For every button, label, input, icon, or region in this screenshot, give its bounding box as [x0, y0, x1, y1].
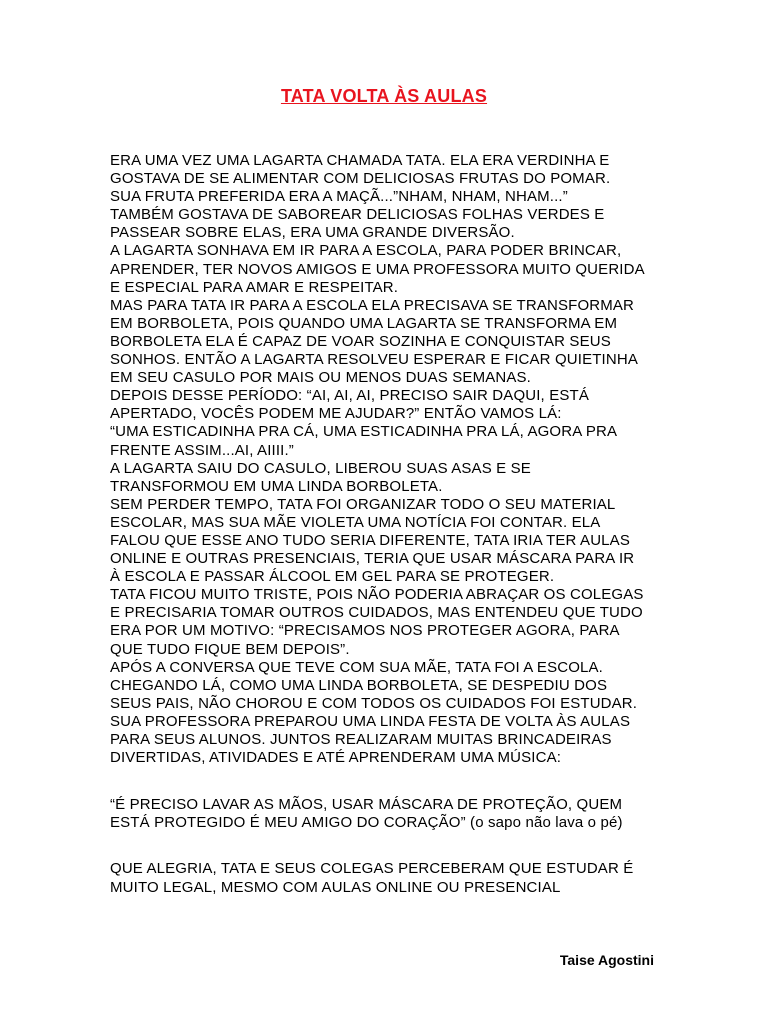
paragraph-8: TATA FICOU MUITO TRISTE, POIS NÃO PODERIA ABRAÇAR OS COLEGAS E PRECISARIA TOMAR OUTROS CUIDADOS, MAS ENTENDEU QUE TUDO ERA POR UM MOTIVO: “PRECISAMOS NOS PROTEGER AGORA, PARA QUE TUDO FIQUE BEM DEPOIS”. — [110, 586, 644, 658]
song-lyrics: “É PRECISO LAVAR AS MÃOS, USAR MÁSCARA DE PROTEÇÃO, QUEM ESTÁ PROTEGIDO É MEU AMIGO DO CORAÇÃO” (o sapo não lava o pé) — [110, 796, 623, 832]
paragraph-7: SEM PERDER TEMPO, TATA FOI ORGANIZAR TODO O SEU MATERIAL ESCOLAR, MAS SUA MÃE VIOLETA UMA NOTÍCIA FOI CONTAR. ELA FALOU QUE ESSE ANO TUDO SERIA DIFERENTE, TATA IRIA TER AULAS ONLINE E OUTRAS PRESENCIAIS, TERIA QUE USAR MÁSCARA PARA IR À ESCOLA E PASSAR ÁLCOOL EM GEL PARA SE PROTEGER. — [110, 495, 635, 586]
paragraph-2: A LAGARTA SONHAVA EM IR PARA A ESCOLA, PARA PODER BRINCAR, APRENDER, TER NOVOS AMIGOS E UMA PROFESSORA MUITO QUERIDA E ESPECIAL PARA AMAR E RESPEITAR. — [110, 242, 645, 296]
paragraph-10: SUA PROFESSORA PREPAROU UMA LINDA FESTA DE VOLTA ÀS AULAS PARA SEUS ALUNOS. JUNTOS REALIZARAM MUITAS BRINCADEIRAS DIVERTIDAS, ATIVIDADES E ATÉ APRENDERAM UMA MÚSICA: — [110, 712, 631, 767]
paragraph-3: MAS PARA TATA IR PARA A ESCOLA ELA PRECISAVA SE TRANSFORMAR EM BORBOLETA, POIS QUANDO UMA LAGARTA SE TRANSFORMA EM BORBOLETA ELA É CAPAZ DE VOAR SOZINHA E CONQUISTAR SEUS SONHOS. ENTÃO A LAGARTA RESOLVEU ESPERAR E FICAR QUIETINHA EM SEU CASULO POR MAIS OU MENOS DUAS SEMANAS. — [110, 296, 638, 387]
paragraph-5: “UMA ESTICADINHA PRA CÁ, UMA ESTICADINHA PRA LÁ, AGORA PRA FRENTE ASSIM...AI, AIIII.” — [110, 423, 618, 459]
paragraph-9: APÓS A CONVERSA QUE TEVE COM SUA MÃE, TATA FOI A ESCOLA. CHEGANDO LÁ, COMO UMA LINDA BORBOLETA, SE DESPEDIU DOS SEUS PAIS, NÃO CHOROU E COM TODOS OS CUIDADOS FOI ESTUDAR. — [110, 658, 638, 712]
song-block — [110, 796, 670, 832]
author-signature: Taise Agostini — [559, 952, 654, 968]
paragraph-1: ERA UMA VEZ UMA LAGARTA CHAMADA TATA. ELA ERA VERDINHA E GOSTAVA DE SE ALIMENTAR COM DELICIOSAS FRUTAS DO POMAR. SUA FRUTA PREFERIDA ERA A MAÇÃ...”NHAM, NHAM, NHAM...” TAMBÉM GOSTAVA DE SABOREAR DELICIOSAS FOLHAS VERDES E PASSEAR SOBRE ELAS, ERA UMA GRANDE DIVERSÃO. — [110, 152, 611, 242]
paragraph-6: A LAGARTA SAIU DO CASULO, LIBEROU SUAS ASAS E SE TRANSFORMOU EM UMA LINDA BORBOLETA. — [110, 459, 531, 495]
closing-block — [110, 860, 670, 897]
paragraph-4: DEPOIS DESSE PERÍODO: “AI, AI, AI, PRECISO SAIR DAQUI, ESTÁ APERTADO, VOCÊS PODEM ME AJUDAR?” ENTÃO VAMOS LÁ: — [110, 387, 589, 423]
document-title: TATA VOLTA ÀS AULAS — [280, 86, 488, 106]
story-body — [110, 152, 670, 767]
closing-paragraph: QUE ALEGRIA, TATA E SEUS COLEGAS PERCEBERAM QUE ESTUDAR É MUITO LEGAL, MESMO COM AULAS ONLINE OU PRESENCIAL — [110, 860, 634, 896]
